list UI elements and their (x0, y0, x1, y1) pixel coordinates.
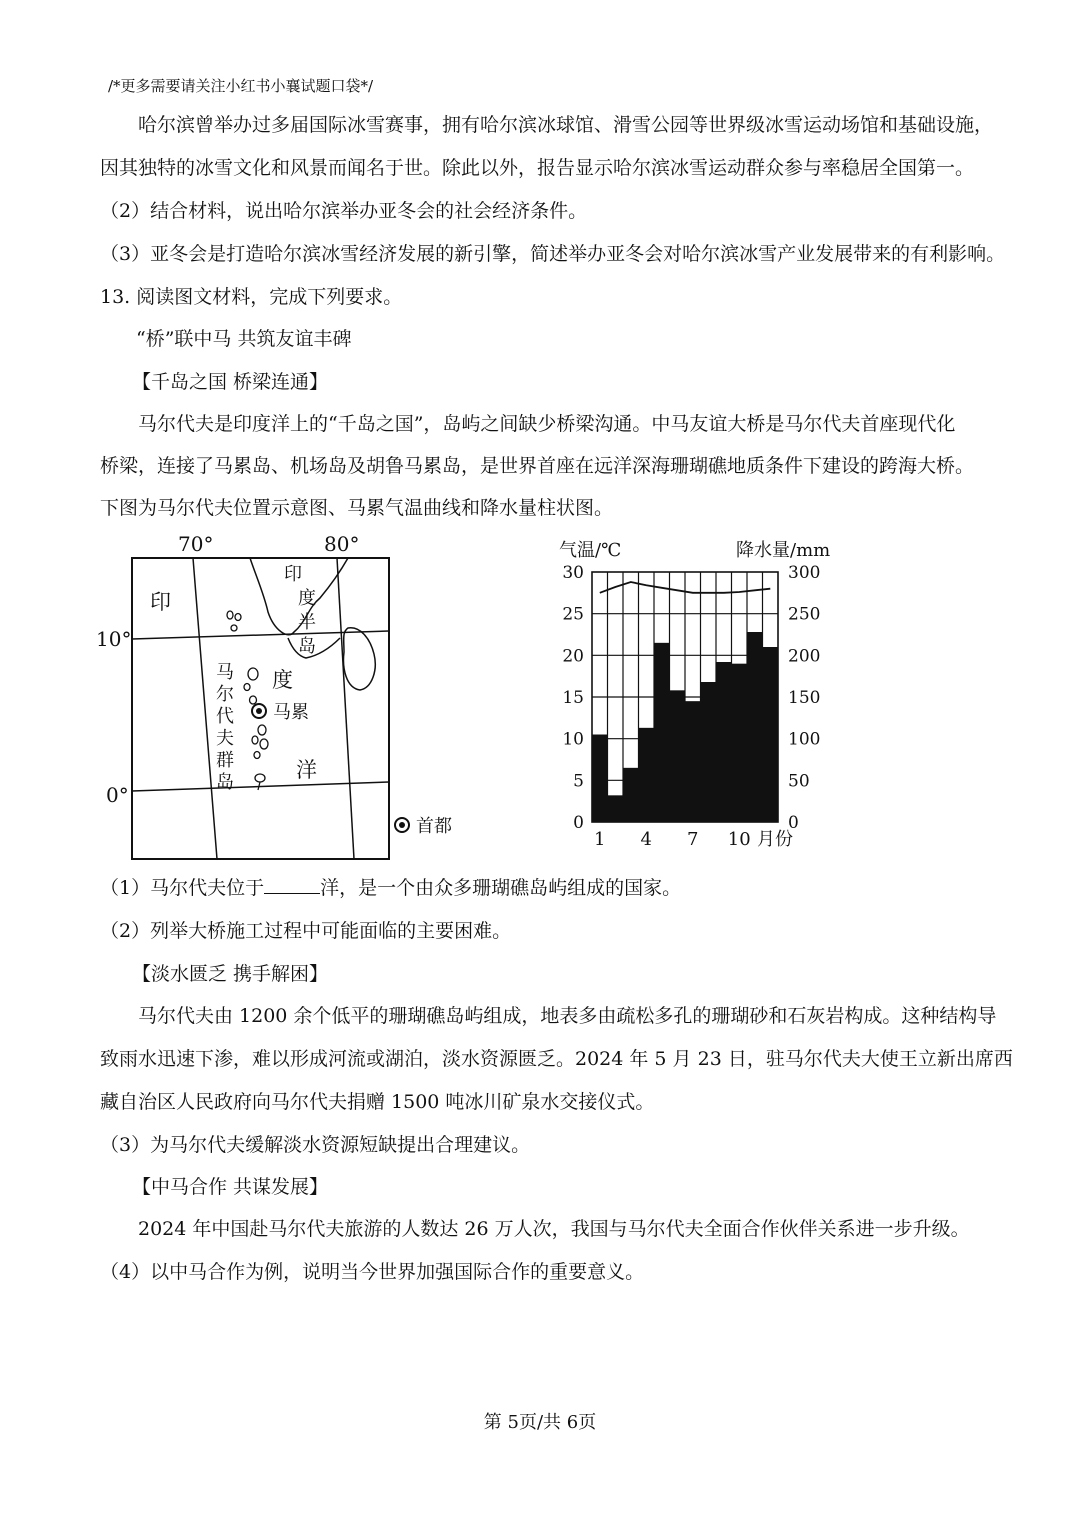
legend-capital-label: 首都 (416, 816, 452, 837)
header-note: /*更多需要请关注小红书小襄试题口袋*/ (108, 77, 374, 95)
ocean-label-char: 度 (272, 668, 293, 692)
precip-bar (732, 664, 748, 822)
paragraph-line: 桥梁，连接了马累岛、机场岛及胡鲁马累岛，是世界首座在远洋深海珊瑚礁地质条件下建设的跨海大桥。 (100, 455, 975, 477)
archipelago-char: 马 (216, 662, 234, 683)
peninsula-char: 岛 (298, 636, 316, 657)
peninsula-char: 半 (298, 612, 316, 633)
precip-bar (763, 647, 779, 822)
question-13-3: （3）为马尔代夫缓解淡水资源短缺提出合理建议。 (100, 1134, 531, 1156)
material-title: “桥”联中马 共筑友谊丰碑 (136, 328, 352, 350)
page-footer: 第 5页/共 6页 (483, 1412, 597, 1433)
month-tick-label: 1 (594, 829, 606, 850)
temp-tick-label: 15 (562, 688, 584, 708)
temp-tick-label: 30 (562, 563, 584, 583)
q13-1-text-post: 洋，是一个由众多珊瑚礁岛屿组成的国家。 (320, 877, 682, 899)
precip-tick-label: 200 (788, 646, 821, 667)
legend-capital-symbol (395, 818, 409, 832)
archipelago-char: 尔 (216, 684, 234, 705)
precip-tick-label: 300 (788, 563, 821, 583)
question-13: 13. 阅读图文材料，完成下列要求。 (100, 286, 403, 308)
precip-bar (701, 682, 717, 822)
ocean-label-char: 印 (150, 590, 171, 614)
precip-bar (592, 735, 608, 823)
temp-axis-label: 气温/℃ (559, 540, 622, 561)
precip-bar (608, 795, 624, 822)
precip-bar (685, 701, 701, 822)
precip-tick-label: 150 (788, 688, 821, 708)
paragraph-line: 致雨水迅速下渗，难以形成河流或湖泊，淡水资源匮乏。2024 年 5 月 23 日，驻马尔代夫大使王立新出席西 (100, 1048, 1013, 1070)
temp-tick-label: 0 (573, 813, 584, 833)
archipelago-char: 岛 (216, 772, 234, 793)
lon-label-70: 70° (178, 532, 214, 556)
question-3: （3）亚冬会是打造哈尔滨冰雪经济发展的新引擎，简述举办亚冬会对哈尔滨冰雪产业发展带来的有利影响。 (100, 243, 1006, 265)
temp-tick-label: 25 (562, 604, 584, 625)
ocean-label-char: 洋 (296, 758, 317, 782)
maldives-location-map (92, 528, 472, 868)
male-climate-chart (556, 532, 846, 857)
precip-bar (639, 728, 655, 822)
q13-1-text-pre: （1）马尔代夫位于 (100, 877, 265, 899)
precip-tick-label: 250 (788, 604, 821, 625)
paragraph-line: 下图为马尔代夫位置示意图、马累气温曲线和降水量柱状图。 (100, 497, 614, 519)
lon-label-80: 80° (324, 532, 360, 556)
section-heading: 【中马合作 共谋发展】 (132, 1176, 329, 1198)
capital-label: 马累 (273, 702, 309, 723)
precip-bar (623, 768, 639, 822)
archipelago-char: 代 (216, 706, 234, 727)
temp-tick-label: 5 (573, 771, 584, 792)
paragraph-line: 2024 年中国赴马尔代夫旅游的人数达 26 万人次，我国与马尔代夫全面合作伙伴关系进一步升级。 (138, 1218, 970, 1240)
archipelago-char: 群 (216, 750, 234, 771)
precip-bar (670, 690, 686, 822)
archipelago-char: 夫 (216, 728, 234, 749)
question-13-2: （2）列举大桥施工过程中可能面临的主要困难。 (100, 920, 512, 942)
peninsula-char: 度 (298, 588, 316, 609)
paragraph-line: 因其独特的冰雪文化和风景而闻名于世。除此以外，报告显示哈尔滨冰雪运动群众参与率稳居全国第一。 (100, 157, 975, 179)
precip-tick-label: 50 (788, 771, 810, 792)
sri-lanka-island (344, 628, 376, 690)
temp-tick-label: 10 (562, 729, 584, 750)
precip-bar (747, 632, 763, 822)
x-unit-label: 月份 (757, 829, 793, 850)
precip-bar (654, 643, 670, 822)
question-2: （2）结合材料，说出哈尔滨举办亚冬会的社会经济条件。 (100, 200, 588, 222)
section-heading: 【千岛之国 桥梁连通】 (132, 371, 329, 393)
lat-label-0: 0° (106, 783, 129, 807)
month-tick-label: 7 (687, 829, 699, 850)
paragraph-line: 马尔代夫是印度洋上的“千岛之国”，岛屿之间缺少桥梁沟通。中马友谊大桥是马尔代夫首座现代化 (138, 413, 956, 435)
precip-tick-label: 100 (788, 729, 821, 750)
question-13-1 (100, 875, 681, 901)
precip-axis-label: 降水量/mm (736, 540, 831, 561)
question-13-4: （4）以中马合作为例，说明当今世界加强国际合作的重要意义。 (100, 1261, 645, 1283)
precip-tick-label: 0 (788, 813, 799, 833)
paragraph-line: 藏自治区人民政府向马尔代夫捐赠 1500 吨冰川矿泉水交接仪式。 (100, 1091, 655, 1113)
precip-bar (716, 662, 732, 822)
answer-blank[interactable] (264, 875, 320, 894)
capital-marker (252, 704, 266, 718)
lat-label-10: 10° (96, 627, 132, 651)
paragraph-line: 哈尔滨曾举办过多届国际冰雪赛事，拥有哈尔滨冰球馆、滑雪公园等世界级冰雪运动场馆和基础设施， (138, 114, 994, 136)
temp-tick-label: 20 (562, 646, 584, 667)
month-tick-label: 4 (640, 829, 652, 850)
section-heading: 【淡水匮乏 携手解困】 (132, 963, 329, 985)
paragraph-line: 马尔代夫由 1200 余个低平的珊瑚礁岛屿组成，地表多由疏松多孔的珊瑚砂和石灰岩构成。这种结构导 (138, 1005, 997, 1027)
month-tick-label: 10 (727, 829, 751, 850)
peninsula-char: 印 (284, 564, 302, 585)
